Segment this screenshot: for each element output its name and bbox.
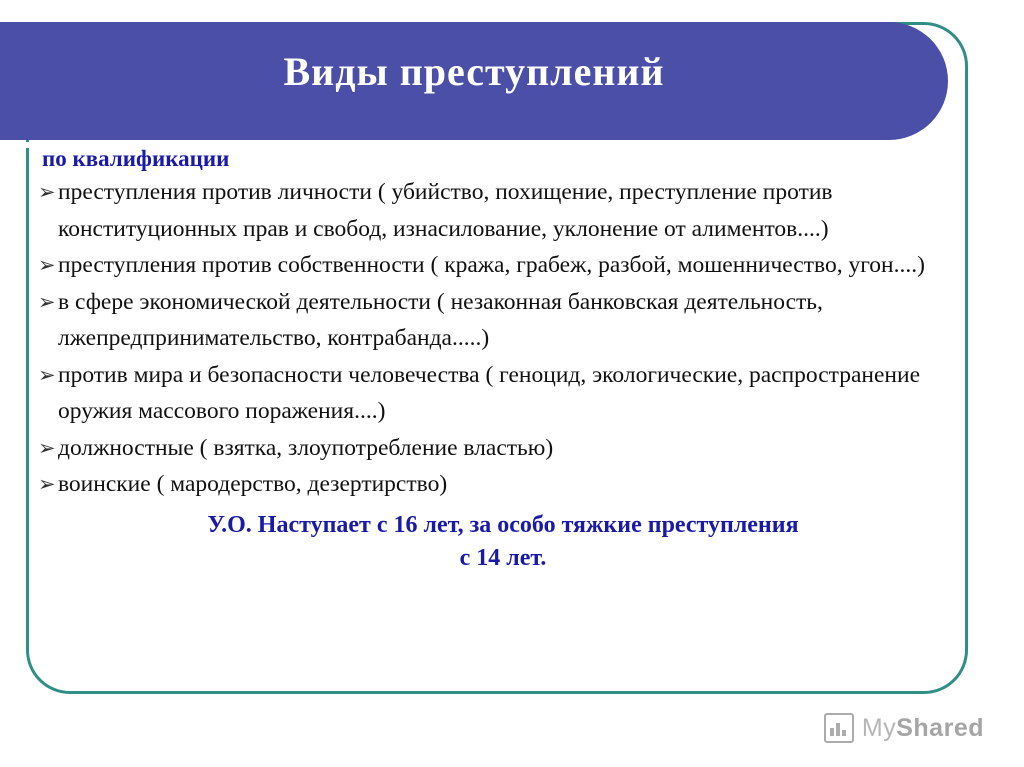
watermark-suffix: Shared: [896, 713, 984, 742]
list-item: [38, 430, 998, 467]
arrow-bullet-icon: ➢: [38, 180, 56, 204]
list-item-text: должностные ( взятка, злоупотребление властью): [58, 434, 554, 461]
slide-content: [38, 146, 998, 575]
myshared-watermark: [824, 713, 984, 743]
list-item: [38, 247, 998, 284]
list-item: [38, 284, 998, 357]
section-subheading: по квалификации: [42, 146, 230, 171]
arrow-bullet-icon: ➢: [38, 289, 56, 314]
page-title: Виды преступлений: [283, 49, 665, 94]
chart-icon: [824, 713, 854, 743]
watermark-prefix: My: [861, 713, 897, 742]
arrow-bullet-icon: ➢: [38, 472, 56, 496]
closing-note: [38, 509, 998, 575]
arrow-bullet-icon: ➢: [38, 362, 56, 387]
list-item-text: воинские ( мародерство, дезертирство): [58, 471, 448, 497]
bullet-list: [38, 174, 998, 503]
list-item-text: преступления против личности ( убийство, похищение, преступление против конституционных прав и свобод, изнасилование, уклонение от алиментов....): [58, 179, 833, 242]
list-item-text: преступления против собственности ( кража, грабеж, разбой, мошенничество, угон....): [58, 252, 925, 278]
closing-note-line-1: У.О. Наступает с 16 лет, за особо тяжкие преступления: [207, 511, 799, 538]
title-banner: [0, 22, 948, 140]
list-item: [38, 466, 998, 503]
list-item-text: в сфере экономической деятельности ( незаконная банковская деятельность, лжепредпринимательство, контрабанда.....): [58, 288, 823, 351]
list-item-text: против мира и безопасности человечества ( геноцид, экологические, распространение оружия массового поражения....): [58, 361, 921, 424]
arrow-bullet-icon: ➢: [38, 435, 56, 460]
list-item: [38, 357, 998, 430]
watermark-label: [862, 714, 984, 743]
list-item: [38, 174, 998, 247]
closing-note-line-2: с 14 лет.: [459, 544, 547, 571]
arrow-bullet-icon: ➢: [38, 253, 56, 277]
